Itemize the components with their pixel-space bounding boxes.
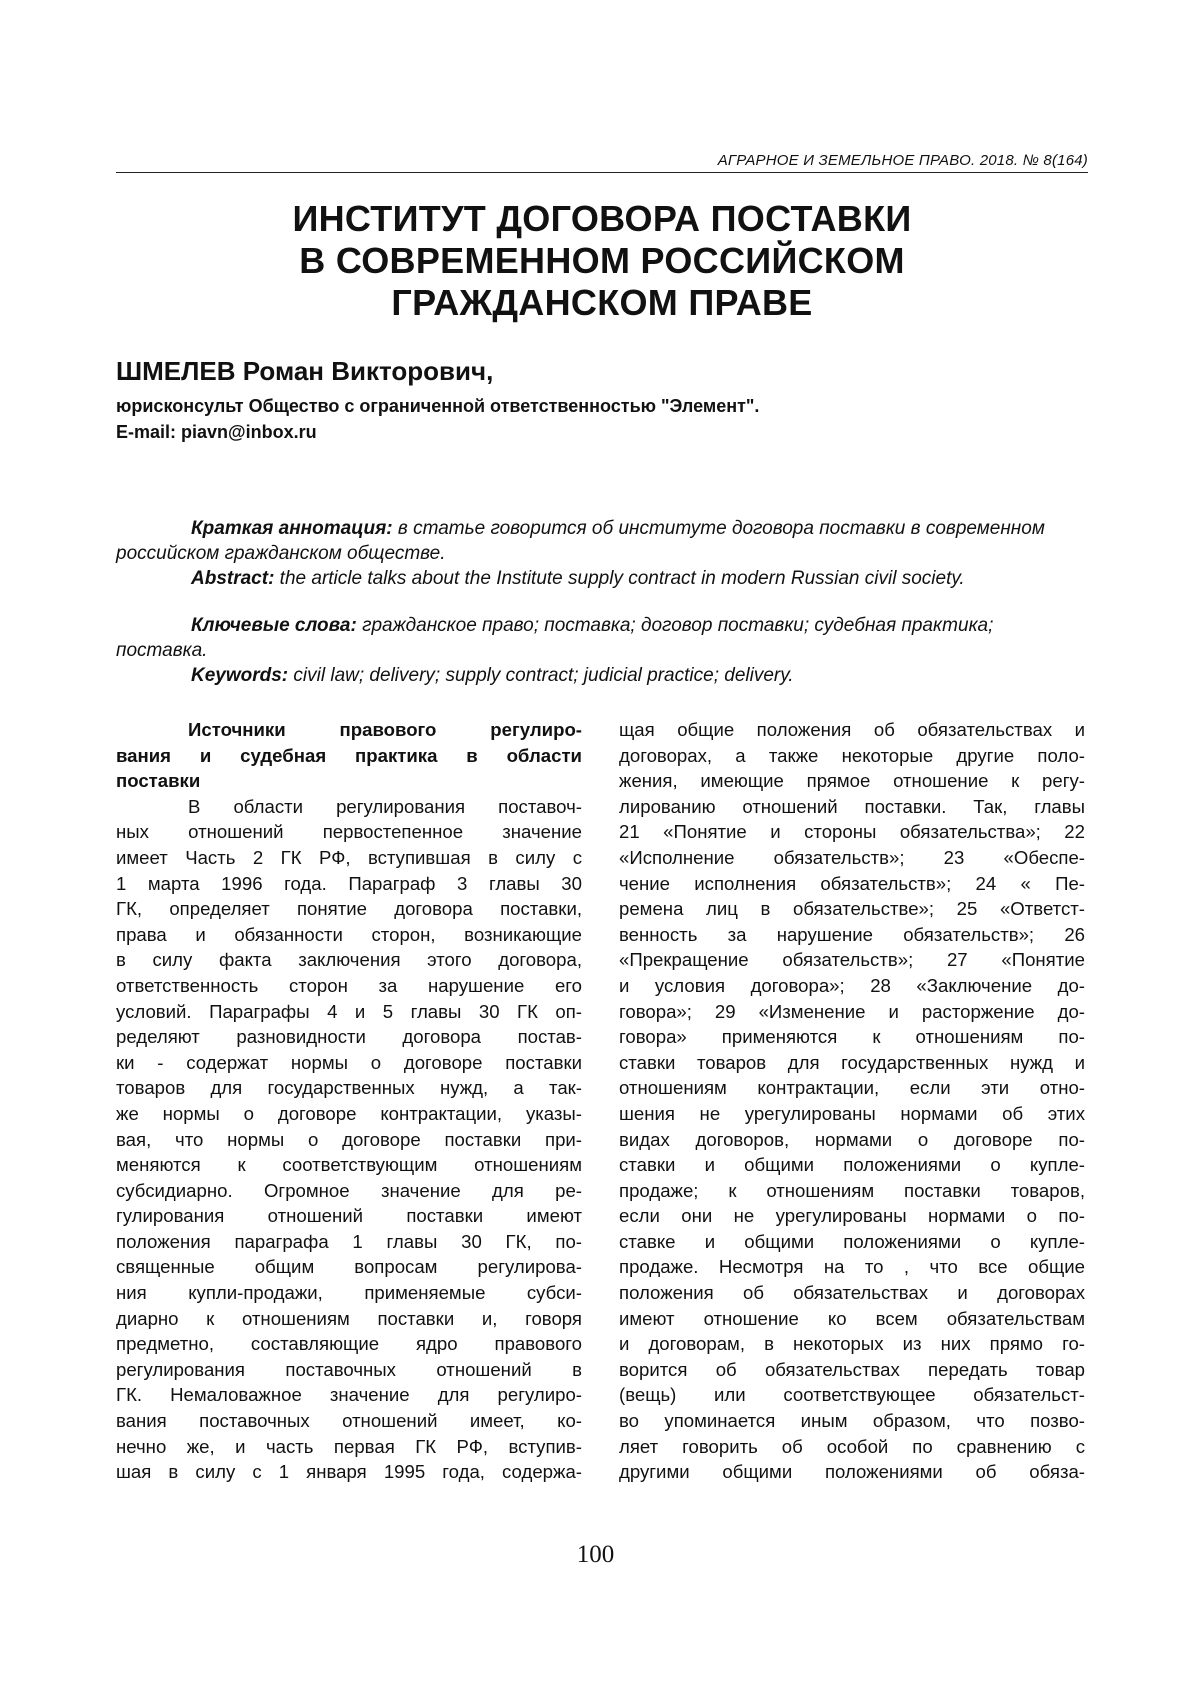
author-email: E-mail: piavn@inbox.ru bbox=[116, 422, 317, 442]
text-line: в силу факта заключения этого договора, bbox=[116, 949, 582, 971]
text-line: продаже. Несмотря на то , что все общие bbox=[619, 1256, 1085, 1278]
text-line: ремена лиц в обязательстве»; 25 «Ответст- bbox=[619, 898, 1085, 920]
section-heading-line: Источники правового регулиро- bbox=[188, 719, 582, 740]
text-line: ставке и общими положениями о купле- bbox=[619, 1230, 1085, 1252]
title-line: ГРАЖДАНСКОМ ПРАВЕ bbox=[391, 282, 813, 323]
page-number: 100 bbox=[576, 1541, 615, 1568]
text-line: товаров для государственных нужд, а так- bbox=[116, 1077, 582, 1099]
text-line: жения, имеющие прямое отношение к регу- bbox=[619, 770, 1085, 792]
text-line: права и обязанности сторон, возникающие bbox=[116, 923, 582, 945]
header-rule bbox=[116, 172, 1088, 173]
abstract-ru-text: в статье говорится об институте договора поставки в современном российском гражданском обществе. bbox=[116, 518, 1045, 564]
text-line: во упоминается иным образом, что позво- bbox=[619, 1410, 1085, 1432]
text-line: чение исполнения обязательств»; 24 « Пе- bbox=[619, 872, 1085, 894]
keywords-ru-text: гражданское право; поставка; договор поставки; судебная практика; поставка. bbox=[116, 615, 994, 661]
text-line: ных отношений первостепенное значение bbox=[116, 821, 582, 843]
keywords-en-text: civil law; delivery; supply contract; judicial practice; delivery. bbox=[288, 665, 794, 686]
article-title bbox=[116, 198, 1088, 324]
text-line: гулирования отношений поставки имеют bbox=[116, 1205, 582, 1227]
text-line: ворится об обязательствах передать товар bbox=[619, 1358, 1085, 1380]
section-heading bbox=[116, 717, 582, 794]
author-name: ШМЕЛЕВ Роман Викторович, bbox=[116, 356, 494, 386]
left-column bbox=[116, 717, 582, 1485]
text-line: продаже; к отношениям поставки товаров, bbox=[619, 1179, 1085, 1201]
text-line: условий. Параграфы 4 и 5 главы 30 ГК оп- bbox=[116, 1000, 582, 1022]
text-line: «Исполнение обязательств»; 23 «Обеспе- bbox=[619, 846, 1085, 868]
text-line: вая, что нормы о договоре поставки при- bbox=[116, 1128, 582, 1150]
text-line: вания поставочных отношений имеет, ко- bbox=[116, 1410, 582, 1432]
text-line: ГК, определяет понятие договора поставки, bbox=[116, 898, 582, 920]
text-line: субсидиарно. Огромное значение для ре- bbox=[116, 1179, 582, 1201]
text-line: В области регулирования поставоч- bbox=[188, 795, 582, 817]
text-line: имеют отношение ко всем обязательствам bbox=[619, 1307, 1085, 1329]
text-line: видах договоров, нормами о договоре по- bbox=[619, 1128, 1085, 1150]
keywords-en bbox=[116, 663, 1088, 688]
text-line: 21 «Понятие и стороны обязательства»; 22 bbox=[619, 821, 1085, 843]
text-line: ставки товаров для государственных нужд и bbox=[619, 1051, 1085, 1073]
keywords-en-label: Keywords: bbox=[191, 665, 289, 686]
keywords-ru-label: Ключевые слова: bbox=[191, 615, 357, 636]
text-line: ки - содержат нормы о договоре поставки bbox=[116, 1051, 582, 1073]
abstract-en bbox=[116, 566, 1088, 591]
left-column-body bbox=[116, 794, 582, 1485]
text-line: положения параграфа 1 главы 30 ГК, по- bbox=[116, 1230, 582, 1252]
abstract-block bbox=[116, 516, 1088, 688]
text-line: шая в силу с 1 января 1995 года, содержа- bbox=[116, 1461, 582, 1483]
text-line: предметно, составляющие ядро правового bbox=[116, 1333, 582, 1355]
running-header: АГРАРНОЕ И ЗЕМЕЛЬНОЕ ПРАВО. 2018. № 8(164) bbox=[717, 152, 1088, 169]
right-column-body bbox=[619, 717, 1085, 1485]
text-line: же нормы о договоре контрактации, указы- bbox=[116, 1102, 582, 1124]
abstract-ru bbox=[116, 516, 1088, 566]
title-line: В СОВРЕМЕННОМ РОССИЙСКОМ bbox=[299, 240, 905, 281]
text-line: 1 марта 1996 года. Параграф 3 главы 30 bbox=[116, 872, 582, 894]
text-line: ния купли-продажи, применяемые субси- bbox=[116, 1282, 582, 1304]
text-line: положения об обязательствах и договорах bbox=[619, 1282, 1085, 1304]
right-column bbox=[619, 717, 1085, 1485]
section-heading-line: поставки bbox=[116, 770, 201, 792]
abstract-ru-label: Краткая аннотация: bbox=[191, 518, 393, 539]
text-line: нечно же, и часть первая ГК РФ, вступив- bbox=[116, 1435, 582, 1457]
text-line: лированию отношений поставки. Так, главы bbox=[619, 795, 1085, 817]
text-line: отношениям контрактации, если эти отно- bbox=[619, 1077, 1085, 1099]
text-line: если они не урегулированы нормами о по- bbox=[619, 1205, 1085, 1227]
section-heading-line: вания и судебная практика в области bbox=[116, 744, 582, 766]
text-line: венность за нарушение обязательств»; 26 bbox=[619, 923, 1085, 945]
text-line: «Прекращение обязательств»; 27 «Понятие bbox=[619, 949, 1085, 971]
text-line: ГК. Немаловажное значение для регулиро- bbox=[116, 1384, 582, 1406]
text-line: шения не урегулированы нормами об этих bbox=[619, 1102, 1085, 1124]
text-line: ределяют разновидности договора постав- bbox=[116, 1026, 582, 1048]
title-line: ИНСТИТУТ ДОГОВОРА ПОСТАВКИ bbox=[292, 198, 912, 239]
abstract-en-label: Abstract: bbox=[191, 568, 275, 589]
text-line: говора» применяются к отношениям по- bbox=[619, 1026, 1085, 1048]
author-affiliation: юрисконсульт Общество с ограниченной ответственностью "Элемент". bbox=[116, 396, 760, 416]
abstract-en-text: the article talks about the Institute supply contract in modern Russian civil society. bbox=[274, 568, 965, 589]
text-line: регулирования поставочных отношений в bbox=[116, 1358, 582, 1380]
text-line: щая общие положения об обязательствах и bbox=[619, 719, 1085, 740]
text-line: ответственность сторон за нарушение его bbox=[116, 974, 582, 996]
author-affiliation-block bbox=[116, 393, 759, 445]
text-line: другими общими положениями об обяза- bbox=[619, 1461, 1085, 1483]
text-line: диарно к отношениям поставки и, говоря bbox=[116, 1307, 582, 1329]
text-line: (вещь) или соответствующее обязательст- bbox=[619, 1384, 1085, 1406]
text-line: меняются к соответствующим отношениям bbox=[116, 1154, 582, 1176]
text-line: ставки и общими положениями о купле- bbox=[619, 1154, 1085, 1176]
text-line: и условия договора»; 28 «Заключение до- bbox=[619, 974, 1085, 996]
text-line: говора»; 29 «Изменение и расторжение до- bbox=[619, 1000, 1085, 1022]
text-line: ляет говорить об особой по сравнению с bbox=[619, 1435, 1085, 1457]
text-line: имеет Часть 2 ГК РФ, вступившая в силу с bbox=[116, 846, 582, 868]
text-line: священные общим вопросам регулирова- bbox=[116, 1256, 582, 1278]
keywords-ru bbox=[116, 613, 1088, 663]
text-line: и договорам, в некоторых из них прямо го- bbox=[619, 1333, 1085, 1355]
text-line: договорах, а также некоторые другие поло- bbox=[619, 744, 1085, 766]
